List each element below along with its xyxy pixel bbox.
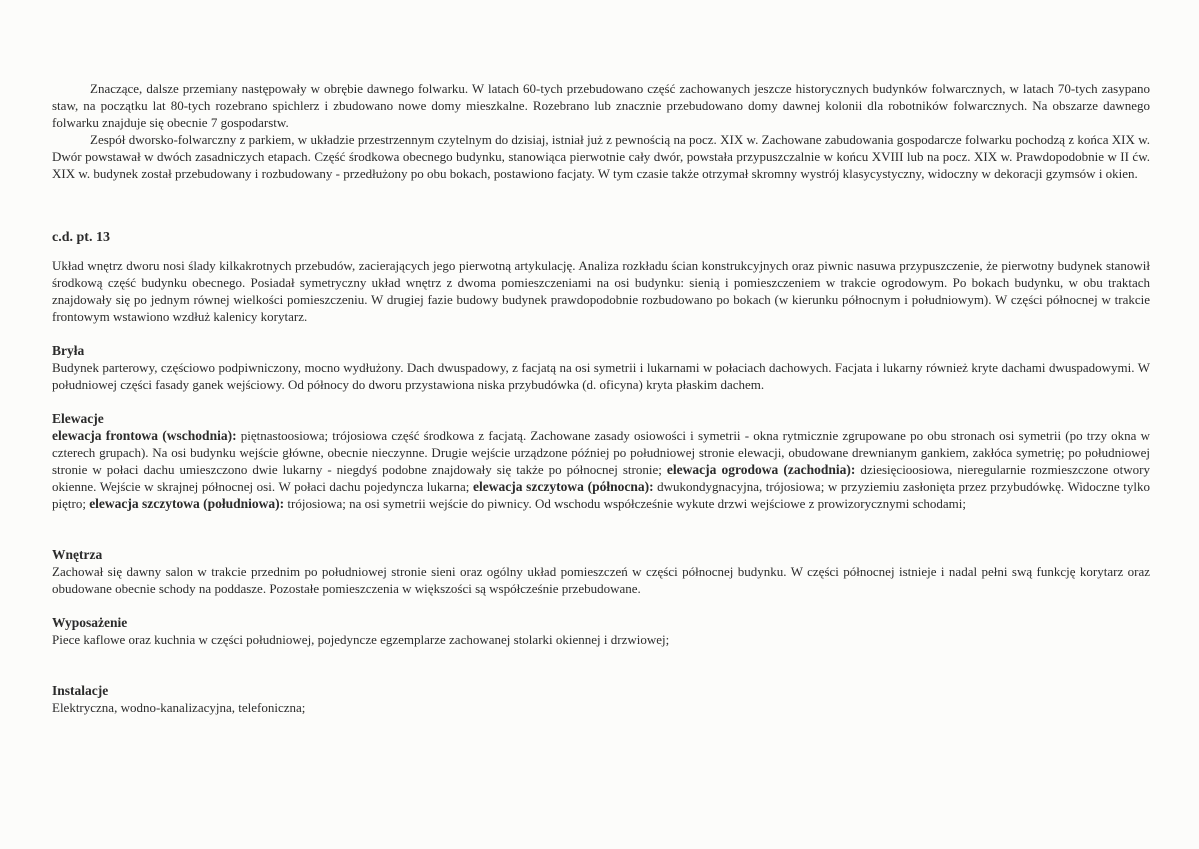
bryla-heading: Bryła	[52, 343, 85, 358]
instalacje-section	[52, 682, 1150, 716]
wnetrza-paragraph: Zachował się dawny salon w trakcie przednim po południowej stronie sieni oraz ogólny układ pomieszczeń w części północnej budynku. W części północnej istnieje i nadal pełni swą funkcję korytarz oraz obudowane obecnie schody na poddasze. Pozostałe pomieszczenia w większości są współcześnie przebudowane.	[52, 564, 1150, 596]
bryla-section	[52, 342, 1150, 393]
section-cd-pt13	[52, 229, 1150, 325]
elewacje-heading: Elewacje	[52, 411, 104, 426]
bryla-paragraph: Budynek parterowy, częściowo podpiwniczony, mocno wydłużony. Dach dwuspadowy, z facjatą na osi symetrii i lukarnami w połaciach dachowych. Facjata i lukarny również kryte dachami dwuspadowymi. W południowej części fasady ganek wejściowy. Od północy do dworu przystawiona niska przybudówka (d. oficyna) kryta płaskim dachem.	[52, 360, 1150, 392]
wyposazenie-paragraph: Piece kaflowe oraz kuchnia w części południowej, pojedyncze egzemplarze zachowanej stolarki okiennej i drzwiowej;	[52, 632, 670, 647]
wnetrza-section	[52, 546, 1150, 597]
elewacja-szczytowa-poludniowa-text: trójosiowa; na osi symetrii wejście do piwnicy. Od wschodu współcześnie wykute drzwi wejściowe z prowizorycznymi schodami;	[284, 496, 967, 511]
intro-paragraph-2: Zespół dworsko-folwarczny z parkiem, w układzie przestrzennym czytelnym do dzisiaj, istniał już z pewnością na pocz. XIX w. Zachowane zabudowania gospodarcze folwarku pochodzą z końca XIX w. Dwór powstawał w dwóch zasadniczych etapach. Część środkowa obecnego budynku, stanowiąca pierwotnie cały dwór, powstała przypuszczalnie w końcu XVIII lub na pocz. XIX w. Prawdopodobnie w II ćw. XIX w. budynek został przebudowany i rozbudowany - przedłużony po obu bokach, postawiono facjaty. W tym czasie także otrzymał skromny wystrój klasycystyczny, widoczny w dekoracji gzymsów i okien.	[52, 132, 1150, 181]
instalacje-paragraph: Elektryczna, wodno-kanalizacyjna, telefoniczna;	[52, 700, 306, 715]
intro-section	[52, 80, 1150, 182]
elewacja-szczytowa-poludniowa-label: elewacja szczytowa (południowa):	[89, 496, 285, 511]
elewacja-frontowa-text: piętnastoosiowa; trójosiowa część środkowa z facjatą. Zachowane zasady osiowości i symetrii - okna rytmicznie zgrupowane po obu stronach osi symetrii (po trzy okna w czterech grupach). Na osi budynku wejście główne, obecnie nieczynne. Drugie wejście urządzone później po południowej stronie elewacji, obudowane drewnianym gankiem, zakłóca symetrię; po południowej stronie w połaci dachu umieszczono dwie lukarny - niegdyś podobne znajdowały się także po północnej stronie;	[52, 428, 1150, 477]
elewacje-paragraph	[52, 427, 1150, 512]
elewacja-ogrodowa-text: dziesięcioosiowa, nieregularnie rozmieszczone otwory okienne. Wejście w skrajnej północnej osi. W połaci dachu pojedyncza lukarna;	[52, 462, 1150, 494]
intro-paragraph-1: Znaczące, dalsze przemiany następowały w obrębie dawnego folwarku. W latach 60-tych przebudowano część zachowanych jeszcze historycznych budynków folwarcznych, w latach 70-tych zasypano staw, na początku lat 80-tych rozebrano spichlerz i zbudowano nowe domy mieszkalne. Rozebrano lub znacznie przebudowano domy dawnej kolonii dla robotników folwarcznych. Na obszarze dawnego folwarku znajduje się obecnie 7 gospodarstw.	[52, 81, 1150, 130]
elewacja-ogrodowa-label: elewacja ogrodowa (zachodnia):	[666, 462, 856, 477]
section-paragraph: Układ wnętrz dworu nosi ślady kilkakrotnych przebudów, zacierających jego pierwotną artykulację. Analiza rozkładu ścian konstrukcyjnych oraz piwnic nasuwa przypuszczenie, że pierwotny budynek stanowił środkową część budynku obecnego. Posiadał symetryczny układ wnętrz z dwoma pomieszczeniami na osi budynku: sienią i pomieszczeniem w trakcie ogrodowym. Po bokach budynku, w obu traktach znajdowały się po jednym równej wielkości pomieszczeniu. W drugiej fazie budowy budynek prawdopodobnie rozbudowano po bokach (w kierunku północnym i południowym). W części północnej w trakcie frontowym wstawiono wzdłuż kalenicy korytarz.	[52, 258, 1150, 324]
elewacja-frontowa-label: elewacja frontowa (wschodnia):	[52, 428, 237, 443]
wnetrza-heading: Wnętrza	[52, 547, 103, 562]
elewacje-section	[52, 410, 1150, 512]
wyposazenie-section	[52, 614, 1150, 648]
instalacje-heading: Instalacje	[52, 683, 109, 698]
elewacja-szczytowa-polnocna-label: elewacja szczytowa (północna):	[472, 479, 654, 494]
elewacja-szczytowa-polnocna-text: dwukondygnacyjna, trójosiowa; w przyziemiu zasłonięta przez przybudówkę. Widoczne tylko piętro;	[52, 479, 1151, 511]
wyposazenie-heading: Wyposażenie	[52, 615, 128, 630]
section-heading: c.d. pt. 13	[52, 230, 110, 245]
